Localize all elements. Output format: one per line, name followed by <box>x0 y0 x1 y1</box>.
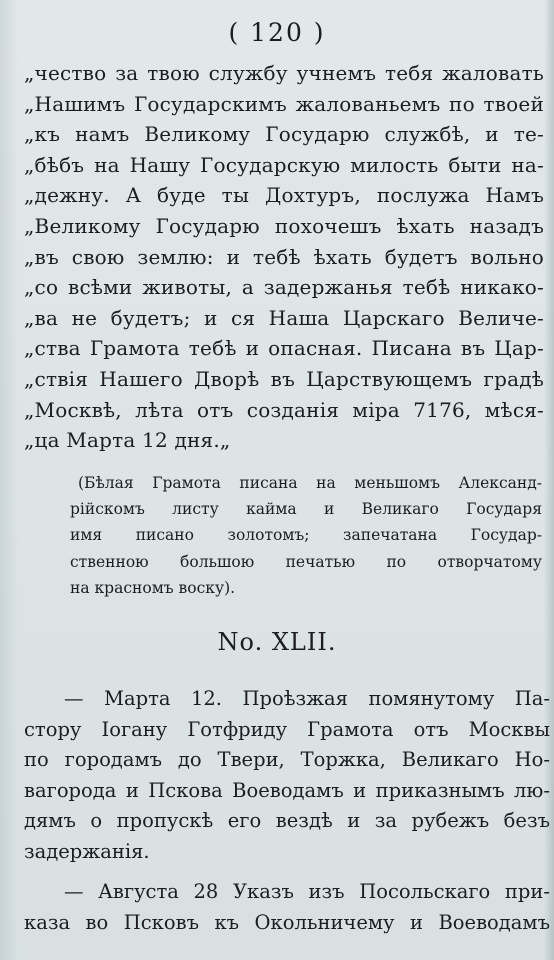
main-text-line: „чество за твою службу учнемъ тебя жаловать <box>24 61 544 85</box>
main-text-line: „Москвѣ, лѣта отъ созданія міра 7176, мѣся- <box>24 397 544 422</box>
entry-line: дямъ о пропускѣ его вездѣ и за рубежъ безъ <box>24 809 550 832</box>
entry-line: вагорода и Пскова Воеводамъ и приказнымъ лю- <box>24 778 550 802</box>
main-text-block <box>24 58 544 456</box>
main-text-line: „Великому Государю похочешъ ѣхать назадъ <box>24 213 544 238</box>
entry-line: по городамъ до Твери, Торжка, Великаго Но- <box>24 748 550 771</box>
entry-line: стору Іогану Готфриду Грамота отъ Москвы <box>24 717 550 741</box>
main-text-line: „къ намъ Великому Государю службѣ, и те- <box>24 122 544 147</box>
main-text-line: „ства Грамота тебѣ и опасная. Писана въ Цар- <box>24 336 544 361</box>
section-heading: No. XLII. <box>217 628 337 656</box>
entries-block <box>24 684 550 938</box>
note-line: ственною большою печатью по отворчатому <box>70 552 542 571</box>
note-line: на красномъ воску). <box>70 578 236 597</box>
entry-spacer <box>24 867 550 877</box>
entry <box>24 684 550 867</box>
main-text-line: „ствія Нашего Дворѣ въ Царствующемъ градѣ <box>24 366 544 391</box>
main-text-line: „ва не будетъ; и ся Наша Царскаго Величе- <box>24 305 544 330</box>
main-text-line: „дежну. А буде ты Дохтуръ, послужа Намъ <box>24 183 544 208</box>
main-text-line: „въ свою землю: и тебѣ ѣхать будетъ вольно <box>24 244 544 269</box>
entry <box>24 877 550 938</box>
entry-line: — Марта 12. Проѣзжая помянутому Па- <box>64 687 550 710</box>
main-text-line: „со всѣми животы, а задержанья тебѣ никако- <box>24 275 544 300</box>
note-line: рійскомъ листу кайма и Великаго Государя <box>70 500 542 519</box>
main-text-line: „бѣбъ на Нашу Государскую милость быти на- <box>24 152 544 177</box>
seal-note <box>70 470 542 601</box>
entry-line: задержанія. <box>24 839 150 863</box>
main-text-line: „Нашимъ Государскимъ жалованьемъ по твоей <box>24 91 544 116</box>
note-line: имя писано золотомъ; запечатана Государ- <box>70 526 542 545</box>
main-text-line: „ца Марта 12 дня.„ <box>24 428 231 453</box>
entry-line: — Августа 28 Указъ изъ Посольскаго при- <box>64 880 550 903</box>
page-number: ( 120 ) <box>228 18 326 47</box>
note-line: (Бѣлая Грамота писана на меньшомъ Александ- <box>78 474 542 492</box>
entry-line: каза во Псковъ къ Окольничему и Воеводамъ <box>24 910 550 934</box>
